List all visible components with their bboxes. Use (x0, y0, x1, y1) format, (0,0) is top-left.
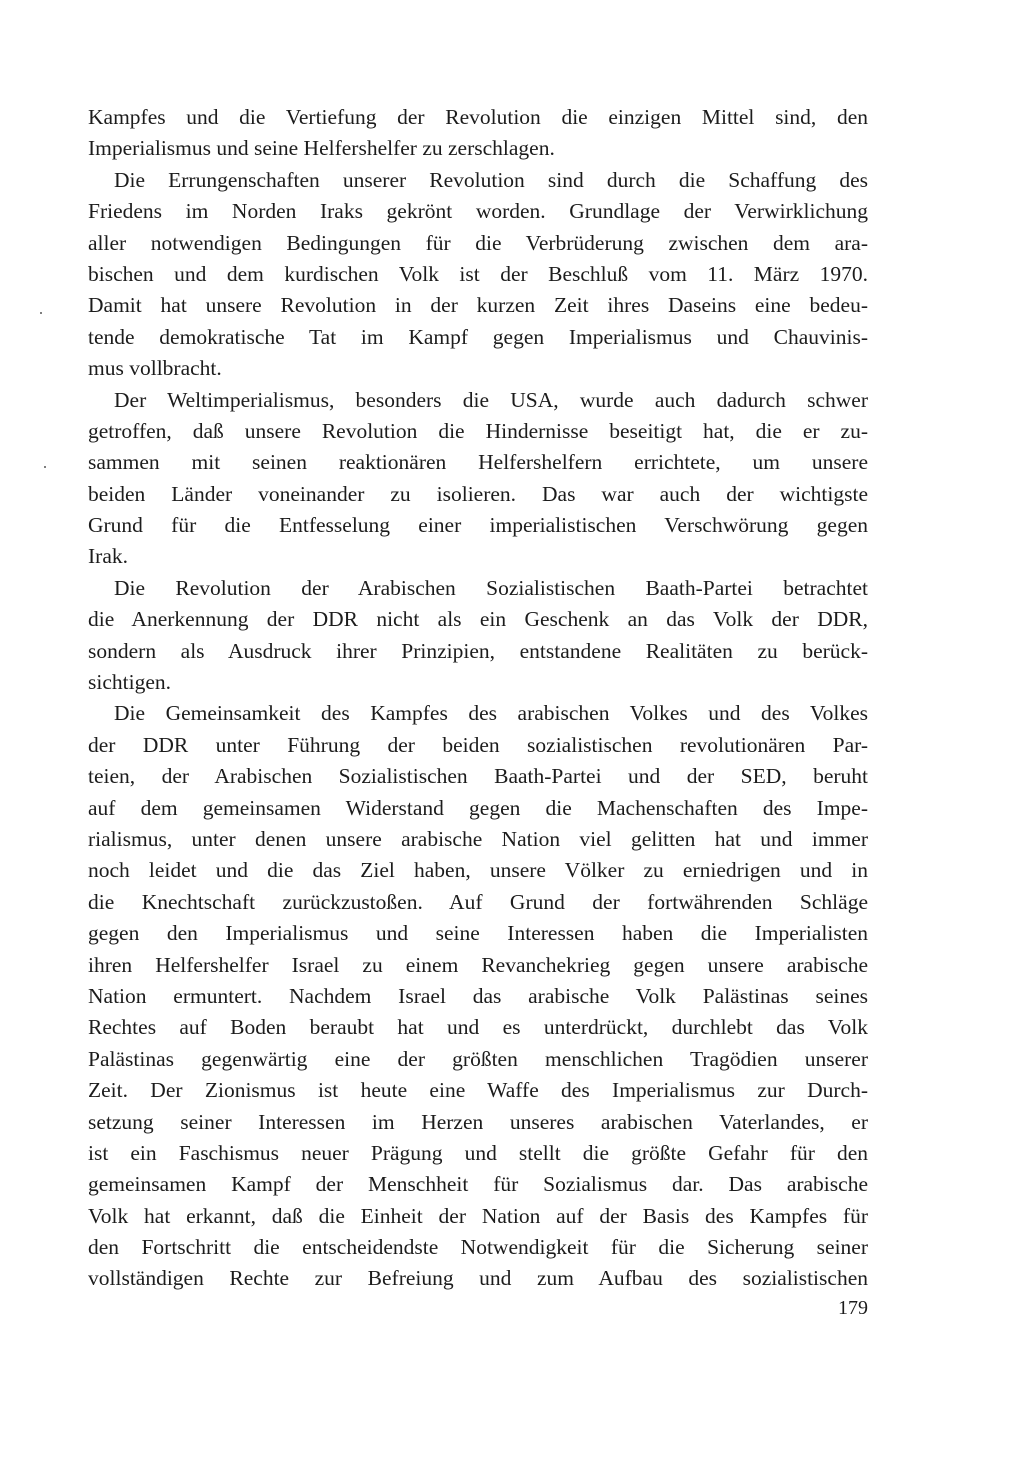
text-line: die Knechtschaft zurückzustoßen. Auf Grund der fortwährenden Schläge (88, 889, 868, 914)
text-line: setzung seiner Interessen im Herzen unseres arabischen Vaterlandes, er (88, 1109, 868, 1134)
page-number: 179 (838, 1297, 868, 1319)
text-line: Zeit. Der Zionismus ist heute eine Waffe des Imperialismus zur Durch- (88, 1078, 868, 1103)
text-line: Nation ermuntert. Nachdem Israel das arabische Volk Palästinas seines (88, 983, 868, 1008)
text-line: rialismus, unter denen unsere arabische Nation viel gelitten hat und immer (88, 826, 868, 851)
text-line: Palästinas gegenwärtig eine der größten menschlichen Tragödien unserer (88, 1046, 868, 1071)
text-line: die Anerkennung der DDR nicht als ein Geschenk an das Volk der DDR, (88, 607, 868, 632)
text-line: Friedens im Norden Iraks gekrönt worden. Grundlage der Verwirklichung (88, 199, 868, 224)
text-line: mus vollbracht. (88, 356, 222, 381)
text-line: aller notwendigen Bedingungen für die Verbrüderung zwischen dem ara- (88, 230, 868, 255)
text-line: ist ein Faschismus neuer Prägung und stellt die größte Gefahr für den (88, 1140, 868, 1165)
margin-mark (40, 312, 42, 314)
text-line: Rechtes auf Boden beraubt hat und es unterdrückt, durchlebt das Volk (88, 1015, 868, 1040)
text-line: tende demokratische Tat im Kampf gegen Imperialismus und Chauvinis- (88, 324, 868, 349)
text-line: vollständigen Rechte zur Befreiung und zum Aufbau des sozialistischen (88, 1266, 868, 1291)
text-line: Kampfes und die Vertiefung der Revolution die einzigen Mittel sind, den (88, 105, 868, 129)
text-line: gemeinsamen Kampf der Menschheit für Sozialismus dar. Das arabische (88, 1172, 868, 1197)
text-line: Imperialismus und seine Helfershelfer zu zerschlagen. (88, 136, 555, 161)
text-line: Die Errungenschaften unserer Revolution sind durch die Schaffung des (114, 167, 868, 192)
text-line: sichtigen. (88, 670, 171, 695)
page-body (88, 102, 868, 1295)
text-line: Grund für die Entfesselung einer imperialistischen Verschwörung gegen (88, 513, 868, 538)
text-line: bischen und dem kurdischen Volk ist der Beschluß vom 11. März 1970. (88, 261, 868, 286)
text-line: den Fortschritt die entscheidendste Notwendigkeit für die Sicherung seiner (88, 1235, 868, 1260)
text-line: noch leidet und die das Ziel haben, unsere Völker zu erniedrigen und in (88, 858, 868, 883)
text-line: sammen mit seinen reaktionären Helfershelfern errichtete, um unsere (88, 450, 868, 475)
margin-mark (44, 466, 46, 468)
text-line: Damit hat unsere Revolution in der kurzen Zeit ihres Daseins eine bedeu- (88, 293, 868, 318)
text-line: sondern als Ausdruck ihrer Prinzipien, entstandene Realitäten zu berück- (88, 638, 868, 663)
text-line: beiden Länder voneinander zu isolieren. Das war auch der wichtigste (88, 481, 868, 506)
text-line: der DDR unter Führung der beiden sozialistischen revolutionären Par- (88, 732, 868, 757)
text-line: auf dem gemeinsamen Widerstand gegen die Machenschaften des Impe- (88, 795, 868, 820)
text-line: teien, der Arabischen Sozialistischen Baath-Partei und der SED, beruht (88, 764, 868, 789)
text-line: ihren Helfershelfer Israel zu einem Revanchekrieg gegen unsere arabische (88, 952, 868, 977)
text-line: Irak. (88, 544, 128, 569)
text-line: getroffen, daß unsere Revolution die Hindernisse beseitigt hat, die er zu- (88, 418, 868, 443)
text-line: Der Weltimperialismus, besonders die USA, wurde auch dadurch schwer (114, 387, 868, 412)
text-line: gegen den Imperialismus und seine Interessen haben die Imperialisten (88, 921, 868, 946)
text-line: Volk hat erkannt, daß die Einheit der Nation auf der Basis des Kampfes für (88, 1203, 868, 1228)
text-line: Die Revolution der Arabischen Sozialistischen Baath-Partei betrachtet (114, 575, 868, 600)
text-line: Die Gemeinsamkeit des Kampfes des arabischen Volkes und des Volkes (114, 701, 868, 726)
